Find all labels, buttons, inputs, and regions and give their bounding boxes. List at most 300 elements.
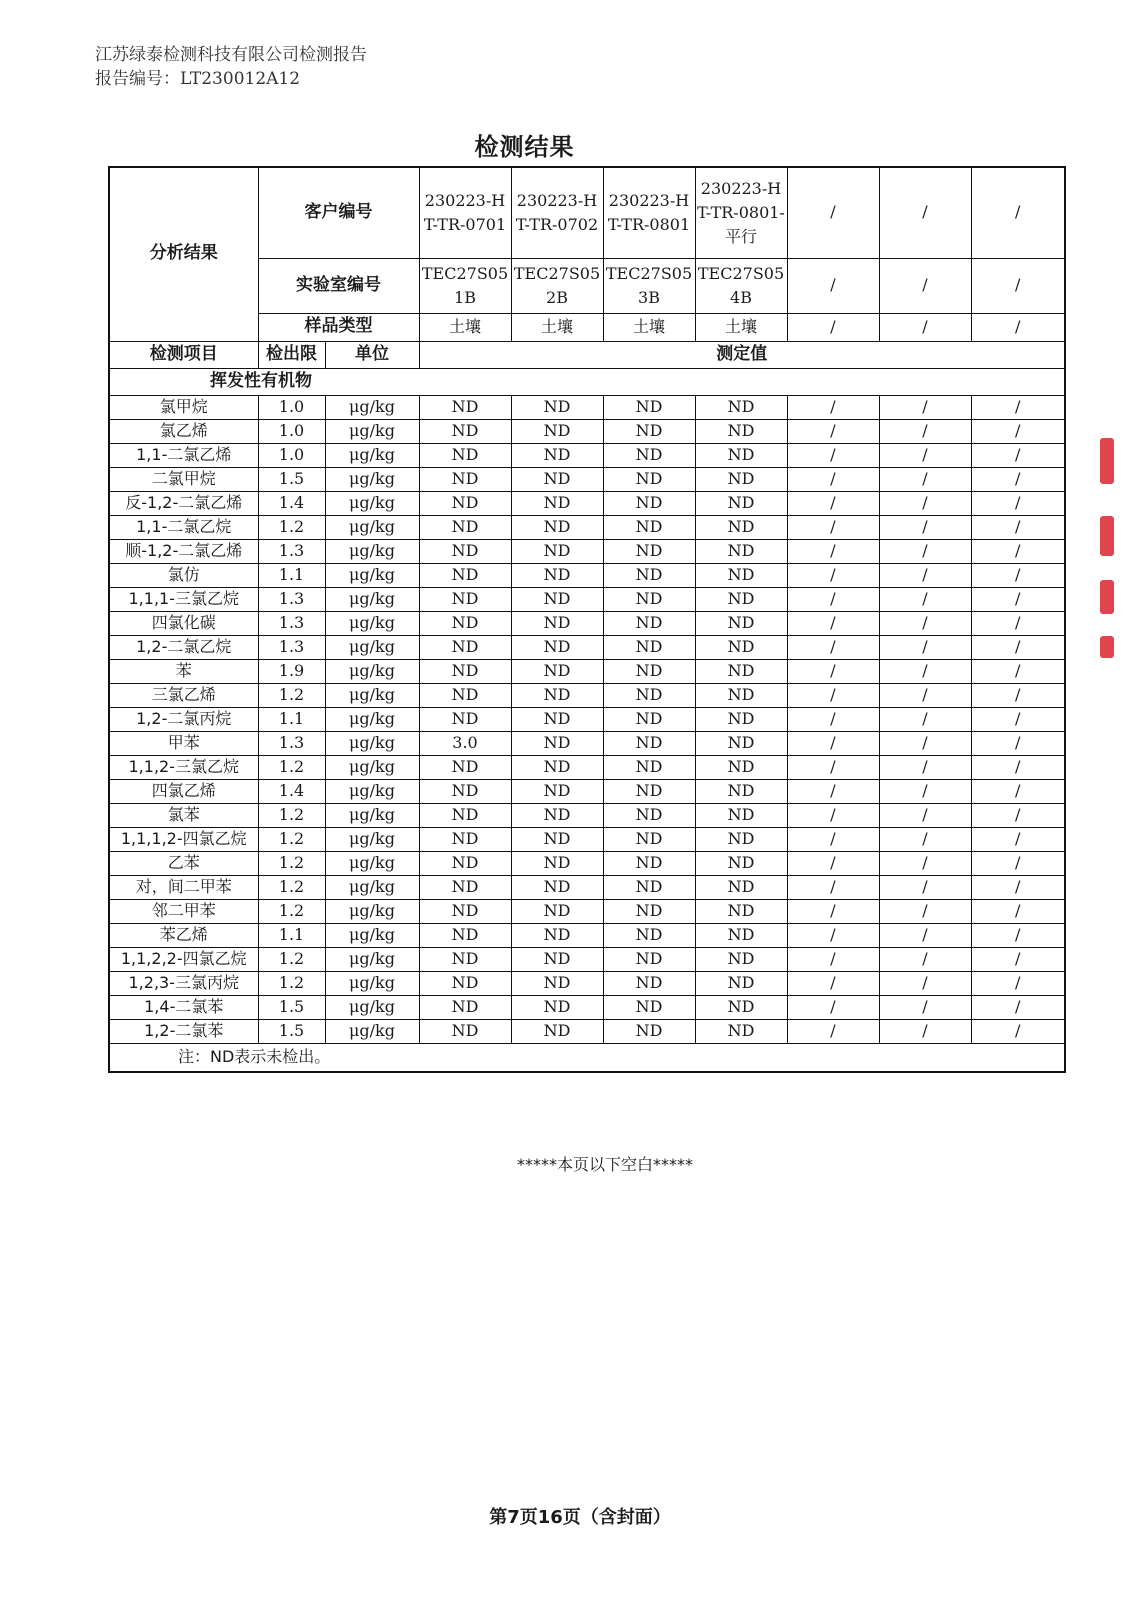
unit: μg/kg — [325, 875, 419, 899]
measured-value: / — [787, 611, 879, 635]
analyte-name: 氯乙烯 — [109, 419, 258, 443]
sample-type-label: 样品类型 — [258, 313, 419, 341]
measured-value: / — [787, 1019, 879, 1043]
measured-value: ND — [695, 611, 787, 635]
measured-value: ND — [419, 491, 511, 515]
analyte-name: 四氯化碳 — [109, 611, 258, 635]
client-id-row — [109, 167, 1065, 258]
measured-value: ND — [511, 875, 603, 899]
measured-value: ND — [695, 707, 787, 731]
section-label: 挥发性有机物 — [109, 368, 1065, 395]
measured-value: / — [971, 515, 1065, 539]
table-row — [109, 635, 1065, 659]
unit: μg/kg — [325, 947, 419, 971]
measured-value: / — [879, 707, 971, 731]
table-row — [109, 707, 1065, 731]
analyte-name: 苯乙烯 — [109, 923, 258, 947]
measured-value: ND — [695, 971, 787, 995]
measured-value: / — [879, 419, 971, 443]
table-row — [109, 395, 1065, 419]
measured-value: / — [971, 443, 1065, 467]
measured-value: ND — [419, 443, 511, 467]
measured-value: ND — [419, 587, 511, 611]
measured-value: / — [971, 563, 1065, 587]
sample-type-cell: 土壤 — [419, 313, 511, 341]
measured-value: / — [787, 635, 879, 659]
measured-value: ND — [511, 827, 603, 851]
analyte-name: 1,2-二氯乙烷 — [109, 635, 258, 659]
measured-value: ND — [419, 851, 511, 875]
measured-value: ND — [603, 731, 695, 755]
measured-value: ND — [695, 923, 787, 947]
table-row — [109, 539, 1065, 563]
detection-limit: 1.3 — [258, 587, 325, 611]
table-row — [109, 683, 1065, 707]
analyte-name: 1,2,3-三氯丙烷 — [109, 971, 258, 995]
unit: μg/kg — [325, 1019, 419, 1043]
detection-limit: 1.4 — [258, 779, 325, 803]
analyte-name: 氯苯 — [109, 803, 258, 827]
detection-limit: 1.2 — [258, 875, 325, 899]
unit: μg/kg — [325, 395, 419, 419]
measured-value: ND — [511, 563, 603, 587]
client-id-cell: 230223-HT-TR-0801 — [603, 167, 695, 258]
measured-value: / — [787, 971, 879, 995]
col-value-header: 测定值 — [419, 341, 1065, 368]
measured-value: / — [879, 563, 971, 587]
measured-value: ND — [511, 659, 603, 683]
sample-type-cell: / — [879, 313, 971, 341]
unit: μg/kg — [325, 803, 419, 827]
measured-value: ND — [603, 443, 695, 467]
unit: μg/kg — [325, 779, 419, 803]
seal-stamp-edge — [1100, 580, 1114, 614]
measured-value: ND — [603, 803, 695, 827]
table-row — [109, 491, 1065, 515]
table-row — [109, 827, 1065, 851]
detection-limit: 1.0 — [258, 443, 325, 467]
table-row — [109, 923, 1065, 947]
measured-value: / — [879, 515, 971, 539]
table-row — [109, 659, 1065, 683]
measured-value: ND — [695, 827, 787, 851]
measured-value: / — [971, 635, 1065, 659]
measured-value: 3.0 — [419, 731, 511, 755]
measured-value: ND — [603, 587, 695, 611]
measured-value: / — [879, 779, 971, 803]
measured-value: / — [787, 779, 879, 803]
report-number: 报告编号：LT230012A12 — [95, 69, 301, 89]
client-id-label: 客户编号 — [258, 167, 419, 258]
measured-value: / — [879, 899, 971, 923]
analyte-name: 反-1,2-二氯乙烯 — [109, 491, 258, 515]
measured-value: ND — [695, 635, 787, 659]
measured-value: ND — [419, 947, 511, 971]
unit: μg/kg — [325, 491, 419, 515]
measured-value: / — [787, 899, 879, 923]
measured-value: / — [787, 467, 879, 491]
unit: μg/kg — [325, 707, 419, 731]
measured-value: ND — [419, 683, 511, 707]
unit: μg/kg — [325, 515, 419, 539]
measured-value: ND — [419, 707, 511, 731]
analyte-name: 四氯乙烯 — [109, 779, 258, 803]
measured-value: ND — [695, 563, 787, 587]
table-row — [109, 995, 1065, 1019]
detection-limit: 1.3 — [258, 731, 325, 755]
measured-value: ND — [511, 443, 603, 467]
blank-below-marker: *****本页以下空白***** — [516, 1155, 693, 1174]
measured-value: ND — [511, 587, 603, 611]
measured-value: ND — [603, 659, 695, 683]
detection-limit: 1.1 — [258, 707, 325, 731]
measured-value: ND — [419, 515, 511, 539]
page-footer: 第7页16页（含封面） — [489, 1507, 671, 1528]
analyte-name: 1,1,2-三氯乙烷 — [109, 755, 258, 779]
measured-value: ND — [603, 923, 695, 947]
measured-value: ND — [695, 1019, 787, 1043]
measured-value: ND — [603, 779, 695, 803]
measured-value: ND — [419, 563, 511, 587]
measured-value: / — [879, 443, 971, 467]
measured-value: ND — [419, 875, 511, 899]
measured-value: / — [971, 779, 1065, 803]
table-row — [109, 443, 1065, 467]
measured-value: / — [787, 395, 879, 419]
measured-value: / — [879, 539, 971, 563]
results-table — [108, 166, 1066, 1073]
detection-limit: 1.1 — [258, 923, 325, 947]
measured-value: ND — [511, 395, 603, 419]
unit: μg/kg — [325, 731, 419, 755]
measured-value: / — [787, 707, 879, 731]
measured-value: ND — [603, 395, 695, 419]
measured-value: ND — [695, 419, 787, 443]
unit: μg/kg — [325, 443, 419, 467]
measured-value: / — [971, 491, 1065, 515]
measured-value: / — [787, 563, 879, 587]
measured-value: / — [971, 899, 1065, 923]
unit: μg/kg — [325, 851, 419, 875]
measured-value: ND — [603, 827, 695, 851]
measured-value: / — [787, 827, 879, 851]
measured-value: / — [971, 827, 1065, 851]
sample-type-cell: / — [971, 313, 1065, 341]
measured-value: ND — [695, 899, 787, 923]
measured-value: ND — [695, 947, 787, 971]
section-row — [109, 368, 1065, 395]
measured-value: / — [787, 803, 879, 827]
detection-limit: 1.2 — [258, 803, 325, 827]
lab-id-cell: TEC27S051B — [419, 258, 511, 313]
unit: μg/kg — [325, 899, 419, 923]
measured-value: / — [879, 755, 971, 779]
analyte-name: 甲苯 — [109, 731, 258, 755]
sample-type-cell: 土壤 — [695, 313, 787, 341]
measured-value: ND — [419, 899, 511, 923]
measured-value: ND — [511, 491, 603, 515]
measured-value: ND — [511, 731, 603, 755]
detection-limit: 1.2 — [258, 899, 325, 923]
measured-value: ND — [603, 515, 695, 539]
client-id-cell: 230223-HT-TR-0701 — [419, 167, 511, 258]
corner-label: 分析结果 — [109, 167, 258, 341]
unit: μg/kg — [325, 995, 419, 1019]
measured-value: / — [879, 635, 971, 659]
measured-value: / — [787, 875, 879, 899]
table-row — [109, 587, 1065, 611]
measured-value: ND — [419, 971, 511, 995]
measured-value: ND — [603, 971, 695, 995]
measured-value: ND — [603, 995, 695, 1019]
detection-limit: 1.0 — [258, 395, 325, 419]
analyte-name: 1,1-二氯乙烯 — [109, 443, 258, 467]
measured-value: ND — [603, 683, 695, 707]
detection-limit: 1.0 — [258, 419, 325, 443]
unit: μg/kg — [325, 635, 419, 659]
company-report-header: 江苏绿泰检测科技有限公司检测报告 — [95, 45, 367, 65]
table-row — [109, 419, 1065, 443]
detection-limit: 1.5 — [258, 1019, 325, 1043]
table-row — [109, 515, 1065, 539]
measured-value: ND — [695, 539, 787, 563]
measured-value: ND — [511, 1019, 603, 1043]
table-row — [109, 947, 1065, 971]
measured-value: ND — [511, 683, 603, 707]
unit: μg/kg — [325, 755, 419, 779]
measured-value: / — [879, 731, 971, 755]
measured-value: ND — [511, 515, 603, 539]
measured-value: / — [971, 803, 1065, 827]
detection-limit: 1.2 — [258, 683, 325, 707]
table-row — [109, 731, 1065, 755]
col-item-header: 检测项目 — [109, 341, 258, 368]
detection-limit: 1.4 — [258, 491, 325, 515]
note-row — [109, 1043, 1065, 1072]
measured-value: ND — [511, 803, 603, 827]
table-row — [109, 1019, 1065, 1043]
measured-value: / — [879, 467, 971, 491]
measured-value: ND — [603, 899, 695, 923]
table-note: 注：ND表示未检出。 — [109, 1043, 1065, 1072]
measured-value: ND — [511, 779, 603, 803]
measured-value: ND — [603, 635, 695, 659]
measured-value: ND — [419, 635, 511, 659]
measured-value: ND — [419, 827, 511, 851]
analyte-name: 1,2-二氯苯 — [109, 1019, 258, 1043]
measured-value: / — [971, 707, 1065, 731]
measured-value: ND — [603, 755, 695, 779]
detection-limit: 1.1 — [258, 563, 325, 587]
measured-value: / — [971, 947, 1065, 971]
measured-value: / — [879, 827, 971, 851]
detection-limit: 1.2 — [258, 947, 325, 971]
measured-value: / — [879, 803, 971, 827]
measured-value: ND — [695, 995, 787, 1019]
analyte-name: 1,1,2,2-四氯乙烷 — [109, 947, 258, 971]
measured-value: ND — [603, 947, 695, 971]
unit: μg/kg — [325, 683, 419, 707]
table-row — [109, 755, 1065, 779]
measured-value: / — [971, 851, 1065, 875]
measured-value: ND — [695, 803, 787, 827]
detection-limit: 1.3 — [258, 635, 325, 659]
measured-value: ND — [511, 467, 603, 491]
detection-limit: 1.9 — [258, 659, 325, 683]
table-row — [109, 563, 1065, 587]
measured-value: / — [787, 419, 879, 443]
measured-value: ND — [419, 1019, 511, 1043]
measured-value: ND — [511, 947, 603, 971]
measured-value: / — [971, 539, 1065, 563]
detection-limit: 1.2 — [258, 755, 325, 779]
measured-value: / — [879, 971, 971, 995]
measured-value: ND — [695, 443, 787, 467]
client-id-cell: / — [879, 167, 971, 258]
analyte-name: 三氯乙烯 — [109, 683, 258, 707]
column-header-row — [109, 341, 1065, 368]
measured-value: ND — [511, 851, 603, 875]
measured-value: ND — [695, 659, 787, 683]
measured-value: ND — [603, 539, 695, 563]
detection-limit: 1.2 — [258, 827, 325, 851]
measured-value: ND — [419, 755, 511, 779]
unit: μg/kg — [325, 587, 419, 611]
analyte-name: 1,1,1-三氯乙烷 — [109, 587, 258, 611]
measured-value: / — [971, 587, 1065, 611]
measured-value: / — [879, 923, 971, 947]
measured-value: / — [787, 995, 879, 1019]
measured-value: ND — [603, 707, 695, 731]
measured-value: ND — [695, 755, 787, 779]
analyte-name: 二氯甲烷 — [109, 467, 258, 491]
analyte-name: 氯甲烷 — [109, 395, 258, 419]
measured-value: ND — [695, 683, 787, 707]
measured-value: ND — [511, 611, 603, 635]
measured-value: ND — [695, 395, 787, 419]
measured-value: ND — [419, 995, 511, 1019]
measured-value: / — [971, 1019, 1065, 1043]
unit: μg/kg — [325, 659, 419, 683]
seal-stamp-edge — [1100, 636, 1114, 658]
measured-value: / — [879, 875, 971, 899]
measured-value: ND — [603, 467, 695, 491]
table-row — [109, 875, 1065, 899]
measured-value: ND — [695, 467, 787, 491]
measured-value: ND — [695, 515, 787, 539]
lab-id-cell: TEC27S053B — [603, 258, 695, 313]
measured-value: / — [971, 731, 1065, 755]
detection-limit: 1.5 — [258, 467, 325, 491]
client-id-cell: 230223-HT-TR-0702 — [511, 167, 603, 258]
measured-value: ND — [419, 803, 511, 827]
measured-value: ND — [419, 539, 511, 563]
measured-value: / — [787, 587, 879, 611]
analyte-name: 氯仿 — [109, 563, 258, 587]
measured-value: / — [971, 659, 1065, 683]
measured-value: ND — [695, 587, 787, 611]
table-row — [109, 803, 1065, 827]
measured-value: ND — [603, 1019, 695, 1043]
measured-value: ND — [695, 851, 787, 875]
measured-value: ND — [603, 491, 695, 515]
measured-value: / — [879, 1019, 971, 1043]
measured-value: ND — [511, 707, 603, 731]
measured-value: / — [879, 491, 971, 515]
measured-value: ND — [419, 779, 511, 803]
measured-value: / — [787, 443, 879, 467]
measured-value: ND — [695, 491, 787, 515]
measured-value: ND — [419, 419, 511, 443]
client-id-cell: 230223-HT-TR-0801-平行 — [695, 167, 787, 258]
measured-value: ND — [695, 875, 787, 899]
analyte-name: 苯 — [109, 659, 258, 683]
table-row — [109, 467, 1065, 491]
measured-value: ND — [511, 635, 603, 659]
measured-value: ND — [603, 563, 695, 587]
analyte-name: 1,2-二氯丙烷 — [109, 707, 258, 731]
measured-value: / — [971, 683, 1065, 707]
unit: μg/kg — [325, 971, 419, 995]
unit: μg/kg — [325, 563, 419, 587]
detection-limit: 1.3 — [258, 611, 325, 635]
measured-value: ND — [511, 995, 603, 1019]
measured-value: ND — [511, 419, 603, 443]
unit: μg/kg — [325, 827, 419, 851]
lab-id-cell: TEC27S052B — [511, 258, 603, 313]
analyte-name: 1,4-二氯苯 — [109, 995, 258, 1019]
measured-value: / — [971, 419, 1065, 443]
table-row — [109, 611, 1065, 635]
measured-value: / — [787, 755, 879, 779]
measured-value: / — [787, 947, 879, 971]
measured-value: ND — [419, 659, 511, 683]
measured-value: ND — [511, 755, 603, 779]
sample-type-cell: 土壤 — [603, 313, 695, 341]
detection-limit: 1.5 — [258, 995, 325, 1019]
detection-limit: 1.3 — [258, 539, 325, 563]
measured-value: / — [879, 395, 971, 419]
lab-id-cell: / — [971, 258, 1065, 313]
measured-value: / — [787, 659, 879, 683]
detection-limit: 1.2 — [258, 515, 325, 539]
measured-value: ND — [603, 611, 695, 635]
measured-value: / — [879, 995, 971, 1019]
sample-type-cell: 土壤 — [511, 313, 603, 341]
measured-value: / — [787, 923, 879, 947]
col-unit-header: 单位 — [325, 341, 419, 368]
measured-value: ND — [695, 731, 787, 755]
measured-value: / — [787, 683, 879, 707]
client-id-cell: / — [787, 167, 879, 258]
table-row — [109, 899, 1065, 923]
measured-value: / — [971, 995, 1065, 1019]
seal-stamp-edge — [1100, 516, 1114, 556]
analyte-name: 乙苯 — [109, 851, 258, 875]
measured-value: ND — [419, 923, 511, 947]
measured-value: / — [879, 683, 971, 707]
measured-value: / — [971, 971, 1065, 995]
measured-value: / — [971, 875, 1065, 899]
lab-id-label: 实验室编号 — [258, 258, 419, 313]
unit: μg/kg — [325, 467, 419, 491]
measured-value: ND — [511, 899, 603, 923]
measured-value: / — [787, 731, 879, 755]
measured-value: ND — [695, 779, 787, 803]
sample-type-cell: / — [787, 313, 879, 341]
measured-value: / — [971, 395, 1065, 419]
table-row — [109, 971, 1065, 995]
